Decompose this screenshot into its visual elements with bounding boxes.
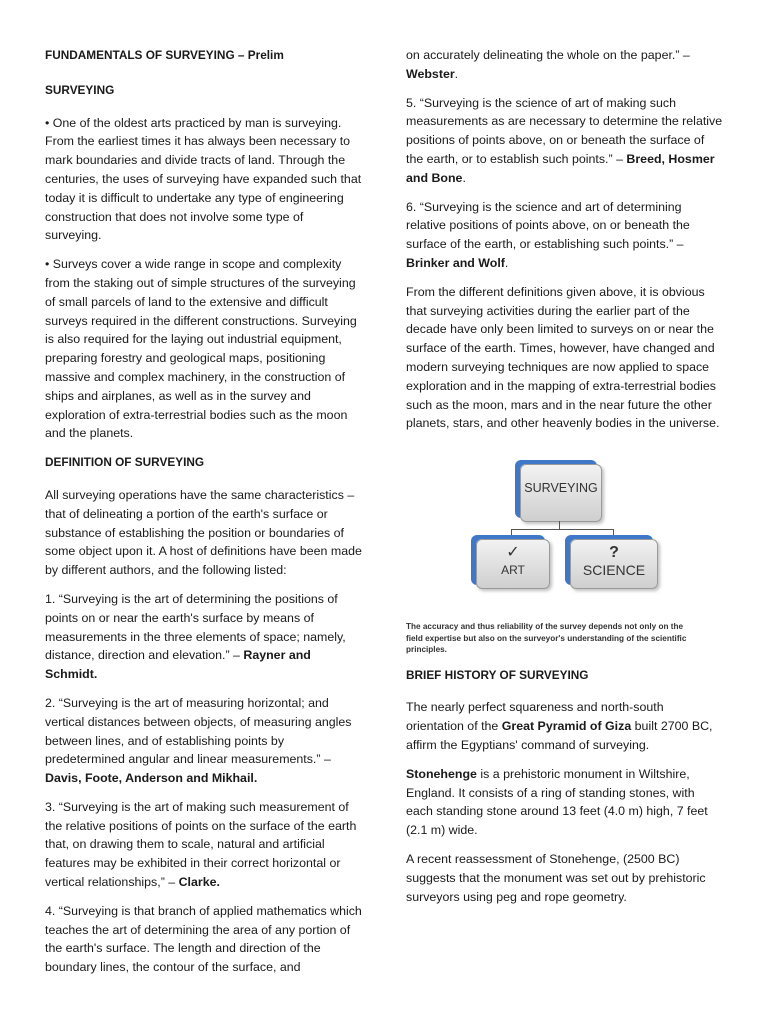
- definition-1-author: Rayner and Schmidt.: [45, 648, 311, 682]
- definition-4-author: Webster: [406, 66, 455, 81]
- definition-4-continued: [406, 46, 724, 84]
- art-box: [476, 539, 550, 589]
- connector-line: [559, 521, 560, 529]
- definition-4-cont-text: on accurately delineating the whole on the paper.” –: [406, 48, 690, 62]
- surveying-diagram: [406, 447, 724, 611]
- document-title: FUNDAMENTALS OF SURVEYING – Prelim: [45, 48, 284, 62]
- period: .: [462, 170, 466, 185]
- definition-4: 4. “Surveying is that branch of applied mathematics which teaches the art of determining the area of any portion of the earth's surface. The length and direction of the boundary lines, the contour of the surface, and: [45, 903, 362, 975]
- definition-2-author: Davis, Foote, Anderson and Mikhail.: [45, 771, 258, 786]
- diagram-caption: The accuracy and thus reliability of the survey depends not only on the field expertise but also on the surveyor's understanding of the scientific principles.: [406, 622, 687, 655]
- definition-6-text: 6. “Surveying is the science and art of determining relative positions of points above, on or beneath the surface of the earth, or establishing such points.” –: [406, 199, 690, 252]
- science-label: SCIENCE: [582, 562, 646, 579]
- right-column: [406, 0, 724, 916]
- definition-1: [45, 590, 363, 684]
- definition-5-text: 5. “Surveying is the science of art of making such measurements as are necessary to determine the relative positions of points above, on or beneath the surface of the earth, or to establish such points.” –: [406, 95, 723, 166]
- history-heading: BRIEF HISTORY OF SURVEYING: [406, 667, 589, 682]
- connector-line: [511, 529, 614, 530]
- pyramid-text-post: built 2700 BC, affirm the Egyptians' command of surveying.: [406, 719, 713, 753]
- connector-line: [511, 529, 512, 539]
- intro-paragraph-2: • Surveys cover a wide range in scope and complexity from the staking out of simple structures of the surveying of small parcels of land to the extensive and difficult surveys required in the different constructions. Surveying is also required for the laying out industrial equipment, preparing forestry and geological maps, positioning massive and complex machinery, in the construction of ships and airplanes, as well as in the survey and exploration of extra-terrestrial bodies such as the moon and the planets.: [45, 257, 357, 441]
- definition-3-author: Clarke.: [178, 875, 220, 890]
- definition-3: [45, 798, 363, 892]
- definition-heading: DEFINITION OF SURVEYING: [45, 455, 205, 470]
- intro-paragraph-1: • One of the oldest arts practiced by man is surveying. From the earliest times it has always been necessary to mark boundaries and divide tracts of land. Through the centuries, the uses of surveying have expanded such that today it is difficult to undertake any type of engineering construction that does not involve some type of surveying.: [45, 115, 362, 243]
- question-mark-icon: ?: [609, 544, 619, 562]
- definition-1-text: 1. “Surveying is the art of determining the positions of points on or near the earth's surface by means of measurements in the three elements of space; namely, distance, direction and elevation.” –: [45, 591, 346, 663]
- period: .: [454, 66, 459, 81]
- stonehenge-name: Stonehenge: [406, 766, 477, 781]
- definition-5: [406, 94, 724, 188]
- stonehenge-paragraph: [406, 765, 724, 840]
- science-box: [570, 539, 658, 589]
- definition-2: [45, 694, 363, 788]
- pyramid-text-pre: The nearly perfect squareness and north-south orientation of the: [406, 700, 664, 734]
- conclusion-paragraph: From the different definitions given above, it is obvious that surveying activities during the earlier part of the decade have only been limited to surveys on or near the surface of the earth. Times, however, have changed and modern surveying techniques are now applied to space exploration and in the mapping of extra-terrestrial bodies such as the moon, mars and in the near future the other planets, stars, and other heavenly bodies in the universe.: [406, 284, 720, 431]
- definition-6-author: Brinker and Wolf: [406, 255, 505, 270]
- definition-intro: All surveying operations have the same characteristics – that of delineating a portion of the earth's surface or substance of establishing the position or boundaries of some object upon it. A host of definitions have been made by different authors, and the following listed:: [45, 487, 362, 578]
- definition-5-author: Breed, Hosmer and Bone: [406, 151, 715, 185]
- pyramid-name: Great Pyramid of Giza: [501, 719, 632, 734]
- pyramid-paragraph: [406, 698, 724, 754]
- definition-2-text: 2. “Surveying is the art of measuring horizontal; and vertical distances between objects, of measuring angles between lines, and of establishing points by predetermined angular and linear measurements.” –: [45, 695, 352, 767]
- checkmark-icon: ✓: [506, 544, 520, 562]
- art-label: ART: [501, 563, 525, 578]
- surveying-heading: SURVEYING: [45, 82, 115, 97]
- left-column: [45, 0, 363, 987]
- definition-3-text: 3. “Surveying is the art of making such measurement of the relative positions of points on the surface of the earth that, on drawing them to scale, natural and artificial features may be exhibited in their correct horizontal or vertical relationships,” –: [45, 799, 357, 890]
- stonehenge-text: is a prehistoric monument in Wiltshire, England. It consists of a ring of standing stones, with each standing stone around 13 feet (4.0 m) high, 7 feet (2.1 m) wide.: [406, 766, 708, 838]
- surveying-box: [520, 464, 602, 522]
- connector-line: [613, 529, 614, 539]
- reassessment-paragraph: A recent reassessment of Stonehenge, (2500 BC) suggests that the monument was set out by prehistoric surveyors using peg and rope geometry.: [406, 852, 706, 904]
- surveying-box-label: SURVEYING: [524, 481, 598, 496]
- definition-6: [406, 198, 724, 273]
- period: .: [504, 255, 509, 270]
